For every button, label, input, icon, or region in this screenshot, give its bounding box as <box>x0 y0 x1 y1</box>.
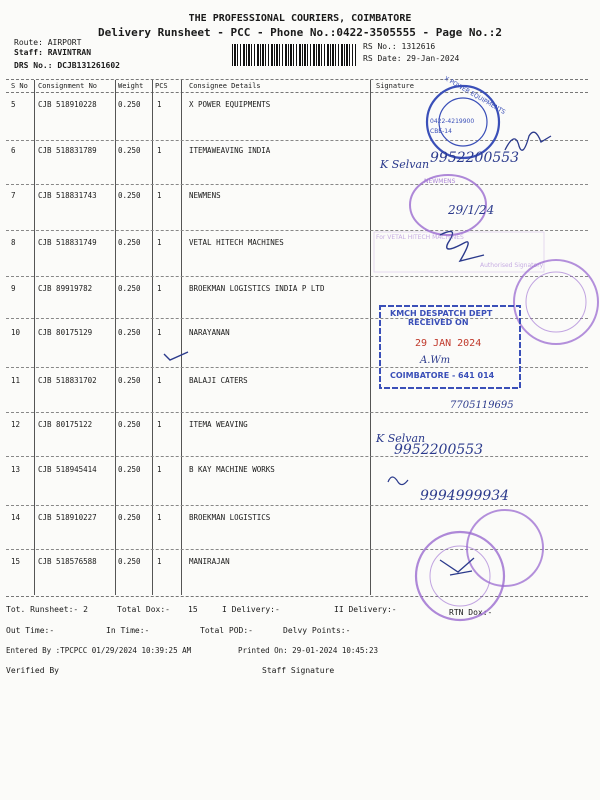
row-consignment: CJB 518831702 <box>38 376 97 385</box>
row-pcs: 1 <box>157 146 162 155</box>
row-details: X POWER EQUIPMENTS <box>189 100 271 109</box>
printed-on: Printed On: 29-01-2024 10:45:23 <box>238 646 378 655</box>
rs-date: RS Date: 29-Jan-2024 <box>363 54 460 63</box>
out-time: Out Time:- <box>6 626 55 635</box>
row-pcs: 1 <box>157 191 162 200</box>
col-header-consignment: Consignment No <box>38 82 98 90</box>
row-weight: 0.250 <box>118 100 141 109</box>
row-weight: 0.250 <box>118 557 141 566</box>
row-details: BROEKMAN LOGISTICS INDIA P LTD <box>189 284 325 293</box>
runsheet-subtitle: Delivery Runsheet - PCC - Phone No.:0422-3505555 - Page No.:2 <box>98 26 502 39</box>
vetal-stamp-auth: Authorised Signatory <box>480 262 544 269</box>
row-sno: 7 <box>11 191 16 200</box>
handwritten-phone: 9952200553 <box>394 442 484 458</box>
row-consignment: CJB 518910227 <box>38 513 97 522</box>
col-header-pcs: PCS <box>155 82 168 90</box>
route-label: Route: AIRPORT <box>14 38 82 47</box>
row-details: BROEKMAN LOGISTICS <box>189 513 271 522</box>
row-weight: 0.250 <box>118 465 141 474</box>
kmch-stamp-line2: RECEIVED ON <box>408 318 469 327</box>
xpower-stamp-text: X POWER EQUIPMENTS <box>442 75 507 116</box>
row-weight: 0.250 <box>118 420 141 429</box>
broekman-stamp <box>514 260 598 344</box>
col-header-signature: Signature <box>376 82 414 90</box>
row-consignment: CJB 518910228 <box>38 100 97 109</box>
xpower-stamp-code: 0422-4219900 <box>430 118 475 125</box>
row-pcs: 1 <box>157 557 162 566</box>
row-weight: 0.250 <box>118 513 141 522</box>
row-details: NEWMENS <box>189 191 221 200</box>
handwritten-signature: A.Wm <box>420 355 451 366</box>
row-pcs: 1 <box>157 328 162 337</box>
row-sno: 8 <box>11 238 16 247</box>
handwritten-name: K Selvan <box>380 158 430 171</box>
total-dox-value: 15 <box>188 605 198 614</box>
row-details: BALAJI CATERS <box>189 376 248 385</box>
row-consignment: CJB 80175122 <box>38 420 93 429</box>
row-sno: 10 <box>11 328 21 337</box>
kmch-stamp-city: COIMBATORE - 641 014 <box>390 371 495 380</box>
entered-by: Entered By :TPCPCC 01/29/2024 10:39:25 AM <box>6 646 192 655</box>
row-consignment: CJB 518831749 <box>38 238 97 247</box>
row-consignment: CJB 89919782 <box>38 284 93 293</box>
row-consignment: CJB 518831743 <box>38 191 97 200</box>
row-consignment: CJB 518576588 <box>38 557 97 566</box>
vetal-stamp-text: For VETAL HITECH MACHINES <box>376 234 464 241</box>
handwritten-date: 29/1/24 <box>448 203 495 217</box>
company-title: THE PROFESSIONAL COURIERS, COIMBATORE <box>188 13 412 24</box>
col-header-weight: Weight <box>118 82 144 90</box>
col-header-details: Consignee Details <box>189 82 261 90</box>
row-details: VETAL HITECH MACHINES <box>189 238 284 247</box>
ii-delivery: II Delivery:- <box>334 605 397 614</box>
staff-label: Staff: RAVINTRAN <box>14 48 92 57</box>
row-details: ITEMA WEAVING <box>189 420 248 429</box>
row-weight: 0.250 <box>118 284 141 293</box>
i-delivery: I Delivery:- <box>222 605 280 614</box>
col-header-sno: S No <box>11 82 28 90</box>
row-consignment: CJB 80175129 <box>38 328 93 337</box>
row-pcs: 1 <box>157 513 162 522</box>
row-weight: 0.250 <box>118 146 141 155</box>
row-pcs: 1 <box>157 284 162 293</box>
handwritten-phone: 9994999934 <box>420 488 510 504</box>
row-pcs: 1 <box>157 465 162 474</box>
row-sno: 12 <box>11 420 21 429</box>
row-sno: 9 <box>11 284 16 293</box>
kmch-stamp-date: 29 JAN 2024 <box>415 338 482 349</box>
total-dox-label: Total Dox:- <box>117 605 170 614</box>
row-consignment: CJB 518945414 <box>38 465 97 474</box>
row-weight: 0.250 <box>118 376 141 385</box>
handwritten-name: K Selvan <box>376 432 426 445</box>
rtn-dox: RTN Dox:- <box>449 608 493 617</box>
row-details: ITEMAWEAVING INDIA <box>189 146 271 155</box>
row-pcs: 1 <box>157 100 162 109</box>
maniraajan-stamp <box>416 510 543 620</box>
drs-value: DCJB131261602 <box>57 61 120 70</box>
total-pod: Total POD:- <box>200 626 253 635</box>
handwritten-phone: 9952200553 <box>430 150 520 166</box>
row-details: B KAY MACHINE WORKS <box>189 465 275 474</box>
newmens-stamp-text: NEWMENS <box>424 178 456 185</box>
kmch-stamp-line1: KMCH DESPATCH DEPT <box>390 309 493 318</box>
row-weight: 0.250 <box>118 238 141 247</box>
row-pcs: 1 <box>157 376 162 385</box>
row-pcs: 1 <box>157 420 162 429</box>
row-details: MANIRAJAN <box>189 557 230 566</box>
row-sno: 6 <box>11 146 16 155</box>
signature-scribble <box>505 132 551 150</box>
xpower-stamp-pin: CBE-14 <box>430 128 452 135</box>
row-sno: 5 <box>11 100 16 109</box>
staff-signature-label: Staff Signature <box>262 666 335 675</box>
row-sno: 15 <box>11 557 21 566</box>
row-details: NARAYANAN <box>189 328 230 337</box>
tick-mark <box>164 352 188 360</box>
row-weight: 0.250 <box>118 191 141 200</box>
signature-scribble <box>388 477 408 485</box>
verified-by: Verified By <box>6 666 59 675</box>
in-time: In Time:- <box>106 626 150 635</box>
row-sno: 13 <box>11 465 21 474</box>
handwritten-phone: 7705119695 <box>450 400 514 411</box>
delvy-points: Delvy Points:- <box>283 626 351 635</box>
row-weight: 0.250 <box>118 328 141 337</box>
row-consignment: CJB 518831789 <box>38 146 97 155</box>
row-sno: 14 <box>11 513 21 522</box>
tot-runsheet: Tot. Runsheet:- 2 <box>6 605 88 614</box>
rs-number: RS No.: 1312616 <box>363 42 436 51</box>
row-sno: 11 <box>11 376 21 385</box>
drs-label: DRS No.: <box>14 61 53 70</box>
row-pcs: 1 <box>157 238 162 247</box>
